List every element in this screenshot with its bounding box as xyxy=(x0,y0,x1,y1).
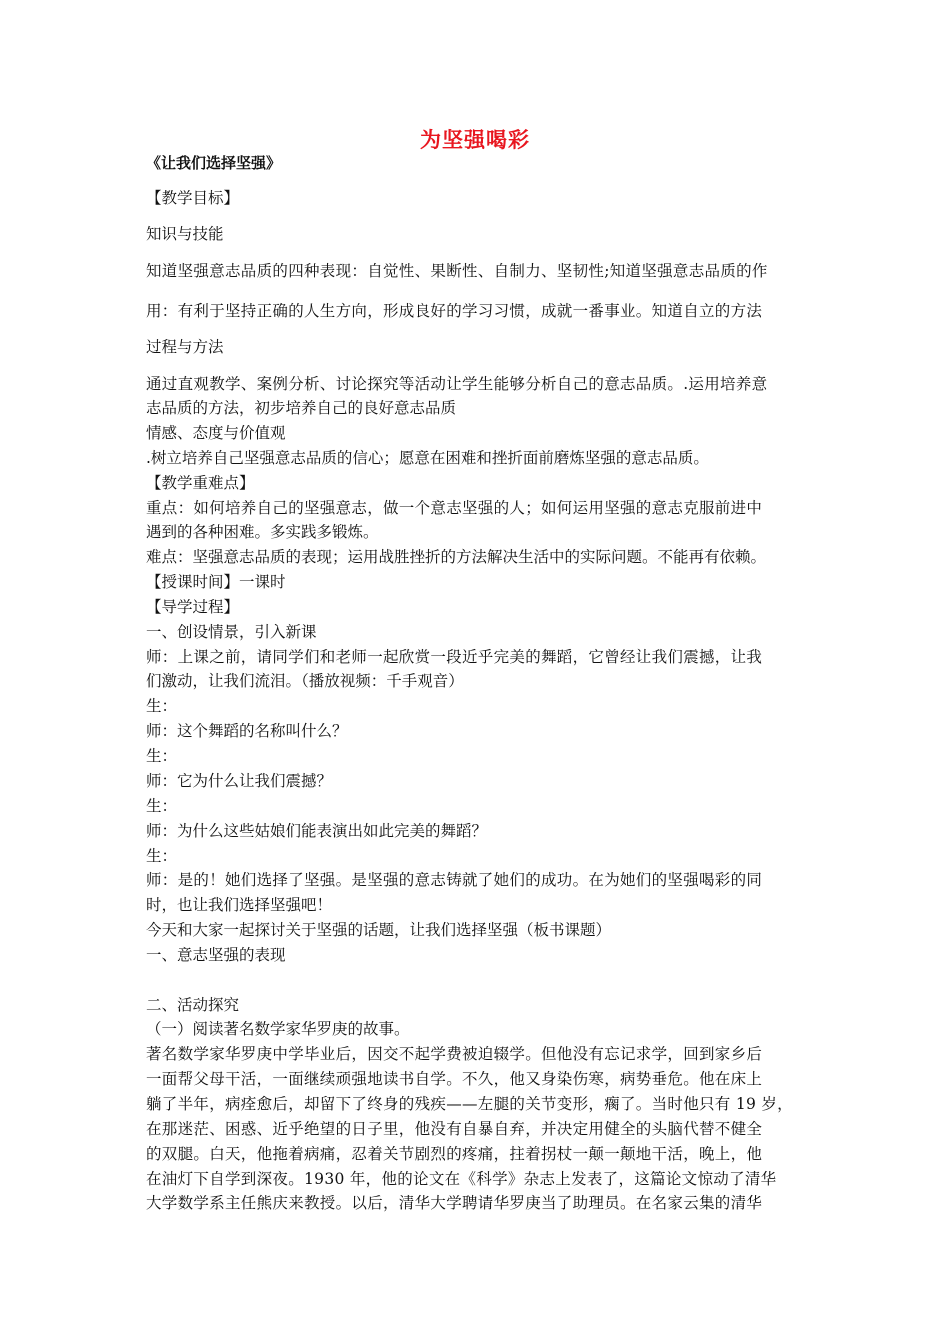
dialogue-line: 师：是的！她们选择了坚强。是坚强的意志铸就了她们的成功。在为她们的坚强喝彩的同 xyxy=(146,871,763,889)
dialogue-line: 生： xyxy=(146,697,178,715)
subsection-heading: 过程与方法 xyxy=(146,338,224,356)
paragraph-line: 躺了半年，病痊愈后，却留下了终身的残疾——左腿的关节变形，瘸了。当时他只有 19 岁， xyxy=(146,1095,793,1113)
paragraph-line: 大学数学系主任熊庆来教授。以后，清华大学聘请华罗庚当了助理员。在名家云集的清华 xyxy=(146,1194,763,1212)
dialogue-line: 师：为什么这些姑娘们能表演出如此完美的舞蹈？ xyxy=(146,822,488,840)
paragraph-line: （一）阅读著名数学家华罗庚的故事。 xyxy=(146,1020,410,1038)
paragraph-line: 一、创设情景，引入新课 xyxy=(146,623,317,641)
subsection-heading: 情感、态度与价值观 xyxy=(146,424,286,442)
paragraph-line: 在油灯下自学到深夜。1930 年，他的论文在《科学》杂志上发表了，这篇论文惊动了清华 xyxy=(146,1170,777,1188)
paragraph-line: 用：有利于坚持正确的人生方向，形成良好的学习习惯，成就一番事业。知道自立的方法 xyxy=(146,302,763,320)
paragraph-line: 志品质的方法，初步培养自己的良好意志品质 xyxy=(146,399,457,417)
dialogue-line: 师：这个舞蹈的名称叫什么？ xyxy=(146,722,348,740)
dialogue-line: 时，也让我们选择坚强吧！ xyxy=(146,896,333,914)
paragraph-line: 难点：坚强意志品质的表现；运用战胜挫折的方法解决生活中的实际问题。不能再有依赖。 xyxy=(146,548,767,566)
paragraph-line: 通过直观教学、案例分析、讨论探究等活动让学生能够分析自己的意志品质。.运用培养意 xyxy=(146,375,768,393)
paragraph-line: 知道坚强意志品质的四种表现：自觉性、果断性、自制力、坚韧性;知道坚强意志品质的作 xyxy=(146,262,768,280)
lesson-subtitle: 《让我们选择坚强》 xyxy=(146,154,282,172)
section-heading: 【教学目标】 xyxy=(146,189,240,207)
section-heading: 【导学过程】 xyxy=(146,598,240,616)
section-heading: 一、意志坚强的表现 xyxy=(146,946,286,964)
subsection-heading: 知识与技能 xyxy=(146,225,224,243)
paragraph-line: 一面帮父母干活，一面继续顽强地读书自学。不久，他又身染伤寒，病势垂危。他在床上 xyxy=(146,1070,763,1088)
dialogue-line: 师：它为什么让我们震撼？ xyxy=(146,772,333,790)
section-heading: 【授课时间】一课时 xyxy=(146,573,286,591)
section-heading: 【教学重难点】 xyxy=(146,474,255,492)
dialogue-line: 生： xyxy=(146,847,178,865)
paragraph-line: 著名数学家华罗庚中学毕业后，因交不起学费被迫辍学。但他没有忘记求学，回到家乡后 xyxy=(146,1045,763,1063)
paragraph-line: 今天和大家一起探讨关于坚强的话题，让我们选择坚强（板书课题） xyxy=(146,921,612,939)
paragraph-line: 遇到的各种困难。多实践多锻炼。 xyxy=(146,523,379,541)
dialogue-line: 生： xyxy=(146,797,178,815)
document-title: 为坚强喝彩 xyxy=(420,128,530,152)
paragraph-line: 的双腿。白天，他拖着病痛，忍着关节剧烈的疼痛，拄着拐杖一颠一颠地干活，晚上，他 xyxy=(146,1145,763,1163)
paragraph-line: 重点：如何培养自己的坚强意志，做一个意志坚强的人；如何运用坚强的意志克服前进中 xyxy=(146,499,763,517)
paragraph-line: .树立培养自己坚强意志品质的信心；愿意在困难和挫折面前磨炼坚强的意志品质。 xyxy=(146,449,709,467)
dialogue-line: 生： xyxy=(146,747,178,765)
dialogue-line: 们激动，让我们流泪。（播放视频：千手观音） xyxy=(146,672,464,690)
section-heading: 二、活动探究 xyxy=(146,996,240,1014)
paragraph-line: 在那迷茫、困惑、近乎绝望的日子里，他没有自暴自弃，并决定用健全的头脑代替不健全 xyxy=(146,1120,763,1138)
dialogue-line: 师：上课之前，请同学们和老师一起欣赏一段近乎完美的舞蹈，它曾经让我们震撼，让我 xyxy=(146,648,763,666)
